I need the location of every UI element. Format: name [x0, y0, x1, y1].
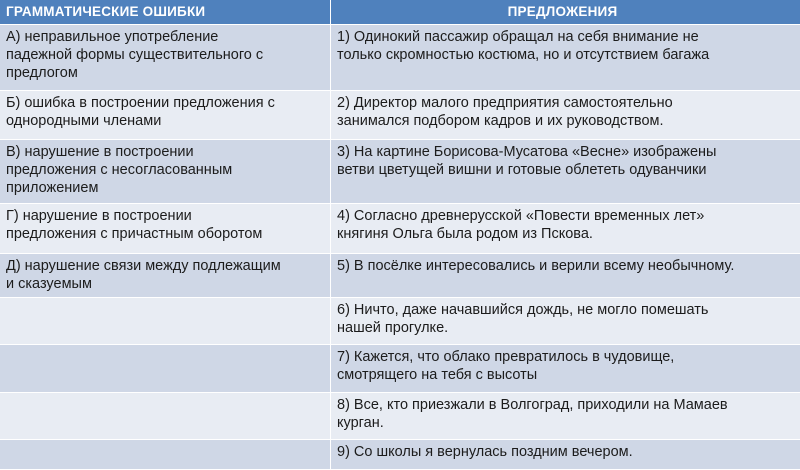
sentence-cell: 2) Директор малого предприятия самостоятельно занимался подбором кадров и их руководством. [337, 95, 673, 129]
sentence-cell: 6) Ничто, даже начавшийся дождь, не могло помешать нашей прогулке. [337, 302, 709, 336]
error-cell: А) неправильное употребление падежной формы существительного с предлогом [0, 25, 331, 90]
table-row [0, 140, 800, 204]
error-cell: Г) нарушение в построении предложения с причастным оборотом [0, 204, 331, 253]
sentence-cell: 7) Кажется, что облако превратилось в чудовище, смотрящего на тебя с высоты [337, 349, 675, 383]
sentence-cell: 8) Все, кто приезжали в Волгоград, приходили на Мамаев курган. [337, 397, 728, 431]
error-cell [0, 298, 331, 344]
table-header [0, 0, 800, 25]
table-row [0, 345, 800, 393]
table-row [0, 91, 800, 140]
error-cell: Б) ошибка в построении предложения с однородными членами [0, 91, 331, 139]
error-cell [0, 440, 331, 469]
header-sentences: ПРЕДЛОЖЕНИЯ [507, 4, 618, 19]
sentence-cell: 1) Одинокий пассажир обращал на себя внимание не только скромностью костюма, но и отсутствием багажа [337, 29, 710, 63]
table-row [0, 25, 800, 91]
error-cell: В) нарушение в построении предложения с несогласованным приложением [0, 140, 331, 203]
table-row [0, 298, 800, 345]
error-cell [0, 345, 331, 392]
error-cell: Д) нарушение связи между подлежащим и сказуемым [0, 254, 331, 297]
error-cell [0, 393, 331, 439]
header-errors: ГРАММАТИЧЕСКИЕ ОШИБКИ [0, 0, 331, 24]
sentence-cell: 4) Согласно древнерусской «Повести временных лет» княгиня Ольга была родом из Пскова. [337, 208, 705, 242]
table-row [0, 393, 800, 440]
sentence-cell: 3) На картине Борисова-Мусатова «Весне» изображены ветви цветущей вишни и готовые облететь одуванчики [337, 144, 717, 178]
sentence-cell: 5) В посёлке интересовались и верили всему необычному. [337, 258, 735, 274]
table-row [0, 440, 800, 470]
table-row [0, 204, 800, 254]
sentence-cell: 9) Со школы я вернулась поздним вечером. [337, 444, 633, 460]
table-row [0, 254, 800, 298]
